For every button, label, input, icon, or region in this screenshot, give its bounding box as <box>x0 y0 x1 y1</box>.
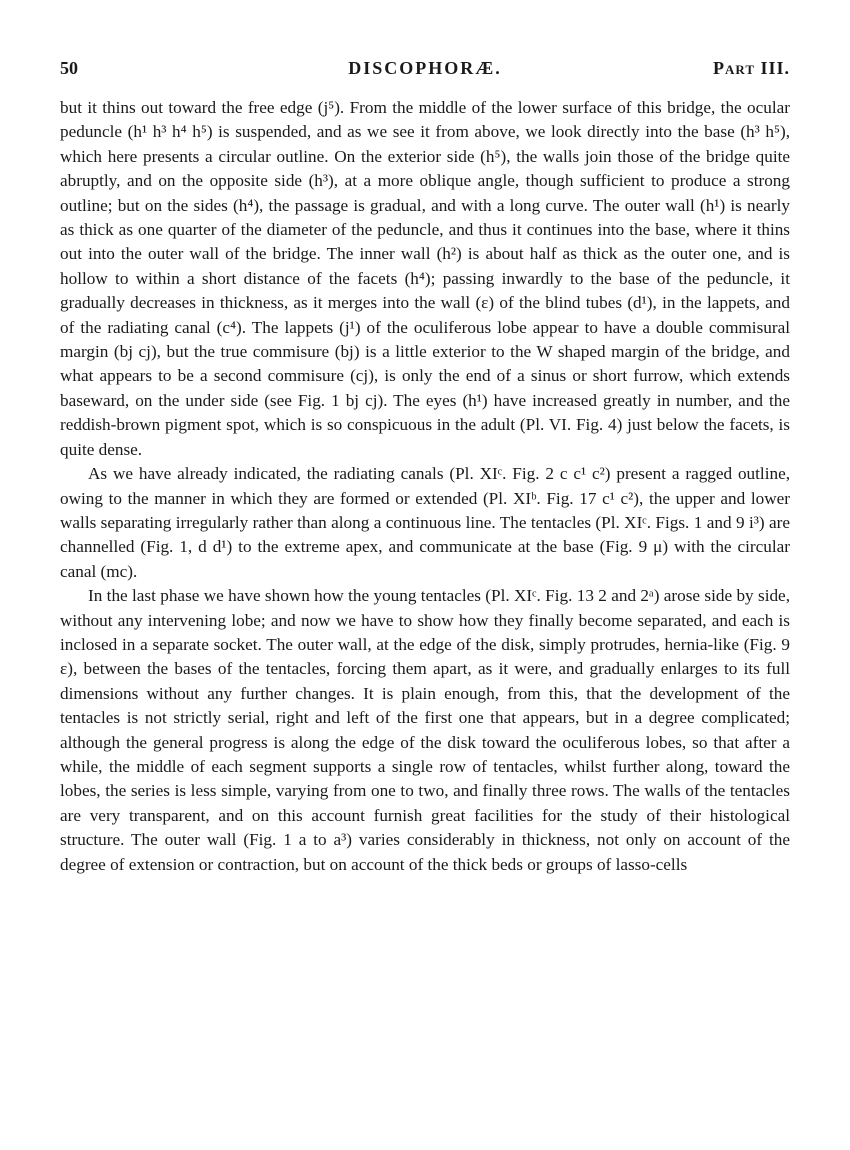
page-number: 50 <box>60 58 78 78</box>
paragraph-2: As we have already indicated, the radiating canals (Pl. XIᶜ. Fig. 2 c c¹ c²) present a ragged outline, owing to the manner in which they are formed or extended (Pl. XIᵇ. Fig. 17 c¹ c²), the upper and lower walls separating irregularly rather than along a continuous line. The tentacles (Pl. XIᶜ. Figs. 1 and 9 i³) are channelled (Fig. 1, d d¹) to the extreme apex, and communicate at the base (Fig. 9 μ) with the circular canal (mc). <box>60 464 790 581</box>
body-text <box>60 96 790 877</box>
running-title: DISCOPHORÆ. <box>348 58 502 78</box>
part-label: Part III. <box>713 58 790 78</box>
page <box>60 58 790 877</box>
running-head <box>60 58 790 88</box>
paragraph-3: In the last phase we have shown how the young tentacles (Pl. XIᶜ. Fig. 13 2 and 2ᵃ) arose side by side, without any intervening lobe; and now we have to show how they finally become separated, and each is inclosed in a separate socket. The outer wall, at the edge of the disk, simply protrudes, hernia-like (Fig. 9 ε), between the bases of the tentacles, forcing them apart, as it were, and gradually enlarges to its full dimensions without any further changes. It is plain enough, from this, that the development of the tentacles is not strictly serial, right and left of the first one that appears, but in a degree complicated; although the general progress is along the edge of the disk toward the oculiferous lobes, so that after a while, the middle of each segment supports a single row of tentacles, whilst further along, toward the lobes, the series is less simple, varying from one to two, and finally three rows. The walls of the tentacles are very transparent, and on this account furnish great facilities for the study of their histological structure. The outer wall (Fig. 1 a to a³) varies considerably in thickness, not only on account of the degree of extension or contraction, but on account of the thick beds or groups of lasso-cells <box>60 586 790 874</box>
paragraph-1: but it thins out toward the free edge (j⁵). From the middle of the lower surface of this bridge, the ocular peduncle (h¹ h³ h⁴ h⁵) is suspended, and as we see it from above, we look directly into the base (h³ h⁵), which here presents a circular outline. On the exterior side (h⁵), the walls join those of the bridge quite abruptly, and on the opposite side (h³), at a more oblique angle, though sufficient to produce a strong outline; but on the sides (h⁴), the passage is gradual, and with a long curve. The outer wall (h¹) is nearly as thick as one quarter of the diameter of the peduncle, and thus it continues into the base, where it thins out into the outer wall of the bridge. The inner wall (h²) is about half as thick as the outer one, and is hollow to within a short distance of the facets (h⁴); passing inwardly to the base of the peduncle, it gradually decreases in thickness, as it merges into the wall (ε) of the blind tubes (d¹), in the lappets, and of the radiating canal (c⁴). The lappets (j¹) of the oculiferous lobe appear to have a double commisural margin (bj cj), but the true commisure (bj) is a little exterior to the W shaped margin of the bridge, and what appears to be a second commisure (cj), is only the end of a sinus or short furrow, which extends baseward, on the under side (see Fig. 1 bj cj). The eyes (h¹) have increased greatly in number, and the reddish-brown pigment spot, which is so conspicuous in the adult (Pl. VI. Fig. 4) just below the facets, is quite dense. <box>60 98 790 459</box>
